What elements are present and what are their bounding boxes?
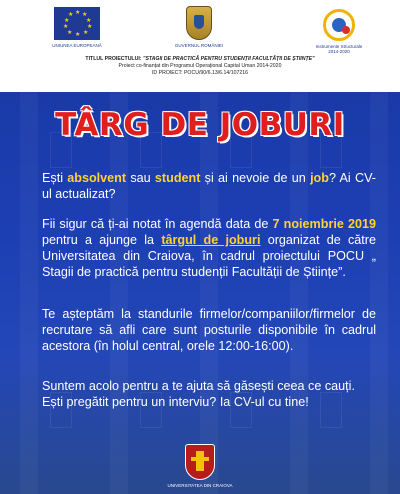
project-title [40,56,360,63]
structural-caption: Instrumente Structurale [315,44,363,49]
university-logo [167,444,233,488]
highlight-job: job [310,171,329,185]
eu-caption: UNIUNEA EUROPEANĂ [52,43,102,48]
closing-line-2: Ești pregătit pentru un interviu? Ia CV-ul cu tine! [42,395,309,409]
project-info [40,56,360,77]
structural-instruments-icon [323,9,355,41]
eu-logo [52,7,102,48]
paragraph-date: Fii sigur că ți-ai notat în agendă data de 7 noiembrie 2019 pentru a ajunge la târgul de joburi organizat de către Universitatea din Craiova, în cadrul proiectului POCU „ Stagii de practică pentru studenții Facultății de Științe”. [42,217,377,279]
project-funding-line: Proiect co-finanțat din Programul Operațional Capital Uman 2014-2020 [118,63,282,69]
paragraph-closing [42,378,376,410]
eu-flag-icon: ★ ★ ★ ★ ★ ★ ★ ★ ★ ★ [54,7,100,40]
footer [0,432,400,494]
university-crest-icon [185,444,215,480]
university-caption: UNIVERSITATEA DIN CRAIOVA [167,483,233,488]
highlight-student: student [154,171,201,185]
project-id-line: ID PROIECT: POCU/90/6.13/6.14/107216 [151,70,249,76]
paragraph-stands: Te așteptăm la standurile firmelor/companiilor/firmelor de recrutare să afli care sunt posturile disponibile în cadrul acestora (în holul central, orele 12:00-16:00). [42,307,376,353]
government-logo [176,6,222,48]
project-title-prefix: TITLUL PROIECTULUI: [85,56,142,62]
highlight-date: 7 noiembrie 2019 [272,217,377,231]
closing-line-1: Suntem acolo pentru a te ajuta să găsești ceea ce cauți. [42,379,355,393]
structural-years: 2014-2020 [328,49,350,54]
project-title-text: "STAGII DE PRACTICĂ PENTRU STUDENȚII FACULTĂȚII DE ȘTIINȚE" [142,56,315,62]
highlight-job-fair: târgul de joburi [161,233,261,247]
header [0,0,400,92]
highlight-absolvent: absolvent [67,171,127,185]
government-caption: GUVERNUL ROMÂNIEI [174,43,224,48]
poster-heading: TÂRG DE JOBURI [55,107,345,143]
structural-instruments-logo [303,9,375,54]
paragraph-question: Ești absolvent sau student și ai nevoie de un job? Ai CV-ul actualizat? [42,171,376,201]
coat-of-arms-icon [186,6,212,40]
